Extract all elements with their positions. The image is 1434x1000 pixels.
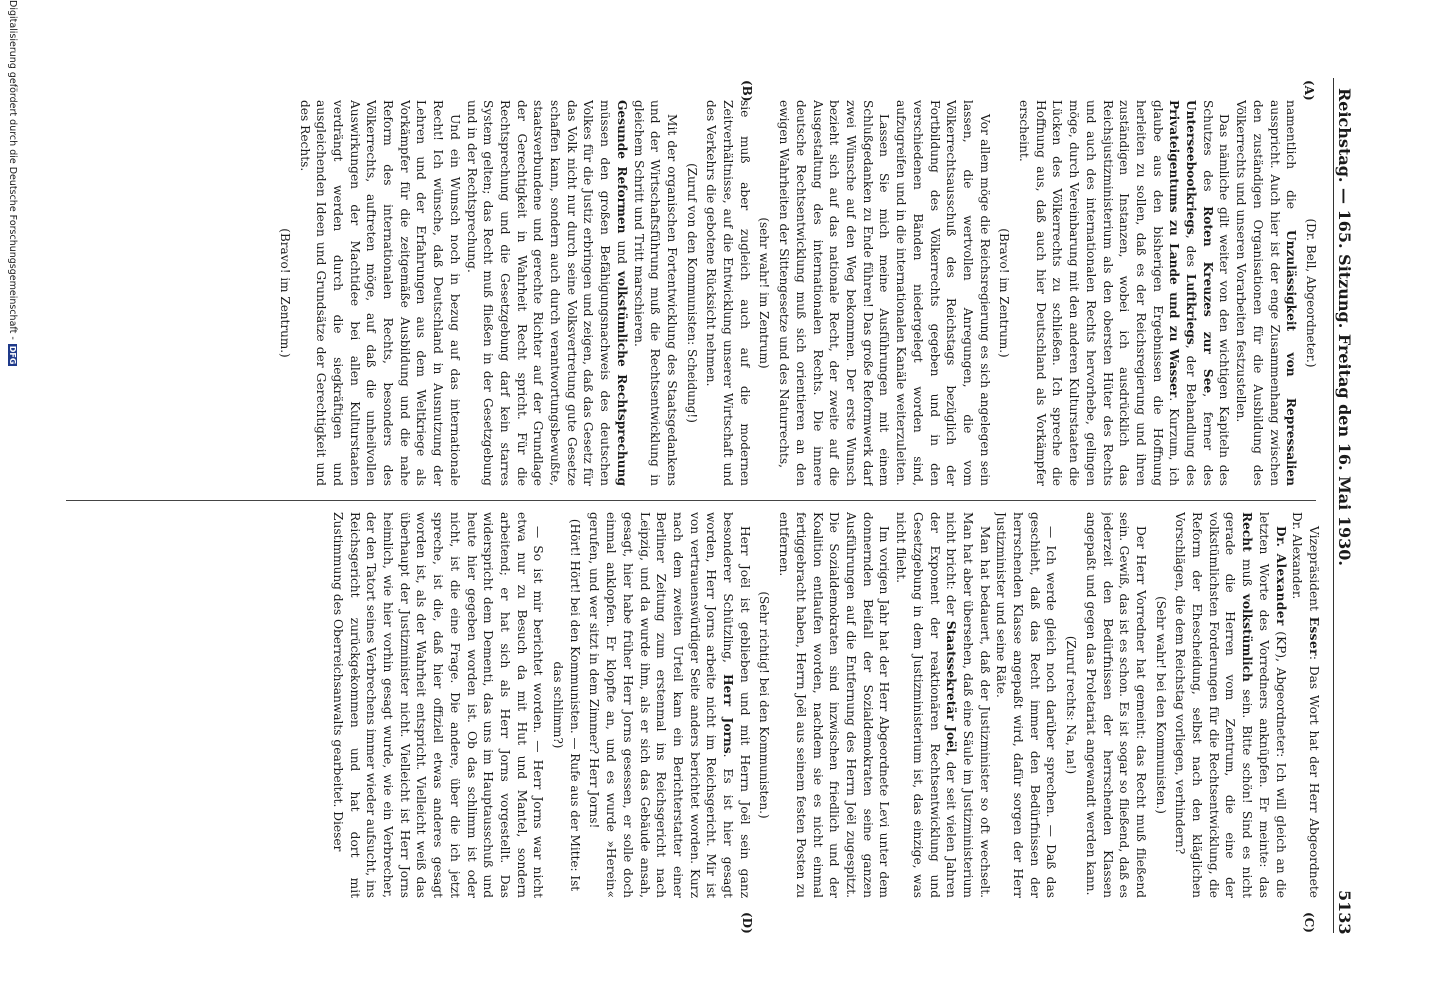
interjection: (Zuruf von den Kommunisten: Scheidung!) (684, 163, 699, 423)
paragraph: Gesunde Reformen und volkstümliche Rechtsprechung müssen den großen Befähigungsnachweis des deutschen Volkes für die Justiz erbringen und zeigen, daß das Gesetz für das Volk nicht nur durch seine Volksvertretung gute Gesetze schaffen kann, sondern auch durch verantwortungsbewußte, staatsverbundene und gerechte Richter auf der Grundlage der Gerechtigkeit in Wahrheit Recht spricht. Für die Rechtsprechung und die Gesetzgebung darf kein starres System gelten; das Recht muß fließen in der Gesetzgebung und in der Rechtsprechung. (464, 100, 629, 486)
paragraph: sie muß aber zugleich auch auf die modernen Zeitverhältnisse, auf die Entwicklung unserer Wirtschaft und des Verkehrs die gebotene Rücksicht nehmen. (704, 100, 752, 486)
page-header-title: Reichstag. — 165. Sitzung. Freitag den 16. Mai 1930. (1335, 88, 1354, 566)
digitization-footer (4, 0, 18, 1000)
header-rule (1333, 78, 1334, 933)
paragraph: — Ich werde gleich noch darüber sprechen. — Daß das geschieht, daß das Recht immer den Bedürfnissen der herrschenden Klasse angepaßt wird, dafür sorgen der Herr Justizminister und seine Räte. (994, 512, 1059, 898)
speaker-name: Esser (1307, 616, 1321, 656)
paragraph: Das nämliche gilt weiter von den wichtigen Kapiteln des Schutzes des Roten Kreuzes zur See, ferner des Unterseebootkriegs, des Luftkriegs, der Behandlung des Privateigentums zu Lande und zu Wasser. Kurzum, ich glaube aus den bisherigen Ergebnissen die Hoffnung herleiten zu sollen, daß es der Reichsregierung und ihren zuständigen Instanzen, wobei ich ausdrücklich das Reichsjustizministerium als den obersten Hüter des Rechts und auch des internationalen Rechts hervorhebe, gelingen möge, durch Vereinbarung mit den anderen Kulturstaaten die Lücken des Völkerrechts zu schließen. Ich spreche die Hoffnung aus, daß auch hier Deutschland als Vorkämpfer erscheint. (1017, 100, 1232, 486)
interjection: (Hört! Hört! bei den Kommunisten. — Rufe aus der Mitte: Ist das schlimm?) (551, 518, 582, 892)
margin-marker-a: (A) (1302, 80, 1316, 101)
emphasis: Unzulässigkeit von Repressalien (1284, 230, 1299, 486)
interjection: (sehr wahr! im Zentrum) (757, 217, 772, 369)
paragraph: Mit der organischen Fortentwicklung des Staatsgedankens und der Wirtschaftsführung muß die Rechtsentwicklung in gleichem Schritt und Tritt marschieren. (631, 100, 679, 486)
margin-marker-d: (D) (740, 912, 754, 934)
speaker-continuation: (Dr. Bell, Abgeordneter.) (1304, 218, 1318, 368)
page-number: 5133 (1335, 890, 1354, 935)
paragraph: Man hat bedauert, daß der Justizminister so oft wechselt. Man hat aber übersehen, daß eine Säule im Justizministerium nicht bricht: der Staatssekretär Joël, der seit vielen Jahren der Exponent der reaktionären Rechtsentwicklung und Gesetzgebung in dem Justizministerium ist, das einzige, was nicht flieht. (894, 512, 992, 898)
right-column (72, 512, 1322, 898)
margin-marker-c: (C) (1302, 912, 1316, 933)
interjection: (Sehr richtig! bei den Kommunisten.) (757, 591, 772, 819)
paragraph: Im vorigen Jahr hat der Herr Abgeordnete Levi unter dem donnernden Beifall der Sozialdemokraten seine ganzen Ausführungen auf die Entfernung des Herrn Joël zugespitzt. Die Sozialdemokraten sind inzwischen friedlich und der Koalition entlaufen worden, nachdem sie es nicht einmal fertiggebracht haben, Herrn Joël aus seinem festen Posten zu entfernen. (777, 512, 892, 898)
speaker-name: Dr. Alexander (1273, 526, 1288, 626)
dfg-logo: DFG (8, 345, 17, 365)
footer-text: Digitalisierung gefördert durch die Deutsche Forschungsgemeinschaft - (7, 0, 18, 340)
paragraph: Dr. Alexander (KP), Abgeordneter: Ich will gleich an die letzten Worte des Vorredners anknüpfen. Er meinte: das Recht muß volkstümlich sein. Bitte schön! Sind es nicht gerade die Herren vom Zentrum, die eine der volkstümlichsten Forderungen für die Rechtsentwicklung, die Reform der Ehescheidung, selbst nach den kläglichen Vorschlägen, die dem Reichstag vorliegen, verhindern? (1173, 512, 1288, 898)
paragraph: Der Herr Vorredner hat gemeint: das Recht muß fließend sein. Gewiß, das ist es schon. Es ist sogar so fließend, daß es jederzeit den Bedürfnissen der herrschenden Klassen angepaßt und gegen das Proletariat angewandt werden kann. (1083, 512, 1148, 898)
paragraph: Lassen Sie mich meine Ausführungen mit einem Schlußgedanken zu Ende führen! Das große Reformwerk darf zwei Wünsche auf den Weg bekommen. Der erste Wunsch bezieht sich auf das nationale Recht, der zweite auf die Ausgestaltung des internationalen Rechts. Die innere deutsche Rechtsentwicklung muß sich orientieren an den ewigen Wahrheiten der Sittengesetze und des Naturrechts, (777, 100, 892, 486)
paragraph: Vor allem möge die Reichsregierung es sich angelegen sein lassen, die wertvollen Anregungen, die vom Völkerrechtsausschuß des Reichstags bezüglich der Fortbildung des Völkerrechts gegeben und in den verschiedenen Bänden niedergelegt worden sind, aufzugreifen und in die internationalen Kanäle weiterzuleiten. (894, 100, 992, 486)
interjection: (Bravo! im Zentrum.) (277, 228, 292, 358)
paragraph: Vizepräsident Esser: Das Wort hat der Herr Abgeordnete Dr. Alexander. (1290, 512, 1321, 898)
column-divider (66, 500, 1316, 501)
margin-marker-b: (B) (740, 80, 754, 102)
paragraph: Und ein Wunsch noch in bezug auf das internationale Recht! Ich wünsche, daß Deutschland in Ausnutzung der Lehren und der Erfahrungen aus dem Weltkriege als Vorkämpfer für die zeitgemäße Ausbildung und die nahe Reform des internationalen Rechts, besonders des Völkerrechts, auftreten möge, auf daß die unheilvollen Auswirkungen der Machtidee bei allen Kulturstaaten verdrängt werden durch die siegkräftigen und ausgleichenden Ideen und Grundsätze der Gerechtigkeit und des Rechts. (297, 100, 462, 486)
left-column (72, 100, 1322, 486)
paragraph: namentlich die Unzulässigkeit von Repressalien ausspricht. Auch hier ist der enge Zusammenhang zwischen den zuständigen Organisationen für die Ausbildung des Völkerrechts und unseren Vorarbeiten festzustellen. (1234, 100, 1299, 486)
interjection: (Zuruf rechts: Na, na!) (1064, 635, 1079, 775)
paragraph: — So ist mir berichtet worden. — Herr Jorns war nicht etwa nur zu Besuch da mit Hut und Mantel, sondern arbeitend; er hat sich als Herr Jorns vorgestellt. Das widerspricht dem Dementi, das uns im Hauptausschuß und heute hier gegeben worden ist. Ob das schlimm ist oder nicht, ist die eine Frage. Die andere, über die ich jetzt spreche, ist die, daß hier offiziell etwas anderes gesagt worden ist, als der Wahrheit entspricht. Vielleicht weiß das überhaupt der Justizminister nicht. Vielleicht ist Herr Jorns heimlich, wie hier vorhin gesagt wurde, wie ein Verbrecher, der den Tatort seines Verbrechens immer wieder aufsucht, ins Reichsgericht zurückgekommen und hat dort mit Zustimmung des Oberreichsanwalts gearbeitet. Dieser (330, 512, 546, 898)
interjection: (Sehr wahr! bei den Kommunisten.) (1153, 596, 1168, 814)
paragraph: Herr Joël ist geblieben und mit Herrn Joël sein ganz besonderer Schützling, Herr Jorns. Es ist hier gesagt worden, Herr Jorns arbeite nicht im Reichsgericht. Mir ist von vertrauenswürdiger Seite anders berichtet worden. Kurz nach dem zweiten Urteil kam ein Berichterstatter einer Berliner Zeitung zum erstenmal ins Reichsgericht nach Leipzig, und da wurde ihm, als er sich das Gebäude ansah, gesagt, hier habe früher Herr Jorns gesessen, er solle doch einmal anklopfen. Er klopfte an, und es wurde »Herein« gerufen, und wer sitzt in dem Zimmer? Herr Jorns! (587, 512, 752, 898)
interjection: (Bravo! im Zentrum.) (997, 228, 1012, 358)
